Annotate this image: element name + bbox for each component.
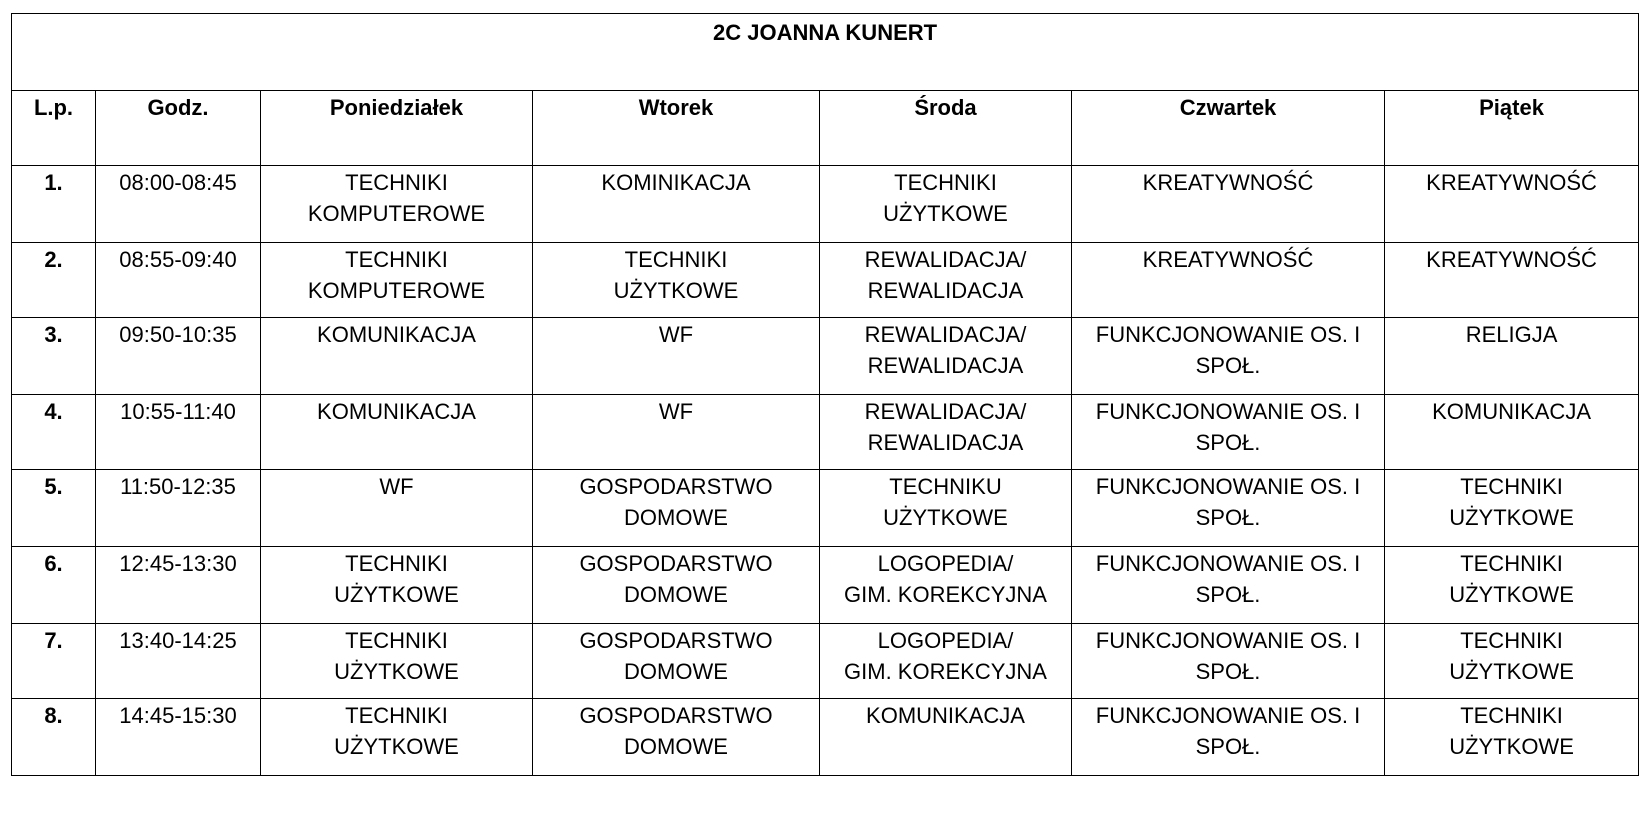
subject-line: REWALIDACJA/ — [864, 399, 1027, 424]
subject-line: UŻYTKOWE — [883, 201, 1008, 226]
lesson-cell-monday — [261, 166, 533, 243]
lesson-number: 1. — [12, 166, 96, 243]
subject-line: DOMOWE — [624, 734, 728, 759]
subject-line: KOMUNIKACJA — [317, 399, 476, 424]
lesson-time: 10:55-11:40 — [96, 395, 261, 470]
header-row — [12, 91, 1639, 166]
lesson-cell-wednesday — [820, 166, 1072, 243]
subject-line: SPOŁ. — [1195, 353, 1261, 378]
lesson-number: 2. — [12, 243, 96, 318]
subject-line: TECHNIKI — [345, 703, 448, 728]
header-thursday: Czwartek — [1072, 91, 1385, 166]
subject-line: FUNKCJONOWANIE OS. I — [1095, 551, 1361, 576]
subject-line: GIM. KOREKCYJNA — [844, 582, 1047, 607]
subject-line: WF — [379, 474, 414, 499]
lesson-time: 12:45-13:30 — [96, 547, 261, 624]
lesson-cell-monday — [261, 243, 533, 318]
subject-line: TECHNIKI — [894, 170, 997, 195]
lesson-cell-friday — [1385, 243, 1639, 318]
subject-line: UŻYTKOWE — [883, 505, 1008, 530]
subject-line: SPOŁ. — [1195, 430, 1261, 455]
subject-line: REWALIDACJA/ — [864, 322, 1027, 347]
subject-line: KOMPUTEROWE — [307, 201, 486, 226]
subject-line: KOMINIKACJA — [601, 170, 751, 195]
subject-line: RELIGJA — [1465, 322, 1558, 347]
subject-line: REWALIDACJA — [867, 278, 1024, 303]
lesson-cell-tuesday — [533, 470, 820, 547]
subject-line: REWALIDACJA — [867, 430, 1024, 455]
subject-line: GOSPODARSTWO — [579, 551, 773, 576]
lesson-cell-tuesday — [533, 547, 820, 624]
lesson-cell-tuesday — [533, 243, 820, 318]
lesson-number: 7. — [12, 624, 96, 699]
lesson-time: 09:50-10:35 — [96, 318, 261, 395]
subject-line: SPOŁ. — [1195, 734, 1261, 759]
subject-line: TECHNIKI — [345, 170, 448, 195]
subject-line: UŻYTKOWE — [1449, 659, 1574, 684]
header-tuesday: Wtorek — [533, 91, 820, 166]
subject-line: FUNKCJONOWANIE OS. I — [1095, 399, 1361, 424]
subject-line: TECHNIKU — [889, 474, 1002, 499]
table-row — [12, 470, 1639, 547]
lesson-cell-monday — [261, 624, 533, 699]
subject-line: SPOŁ. — [1195, 505, 1261, 530]
subject-line: REWALIDACJA/ — [864, 247, 1027, 272]
header-godz: Godz. — [96, 91, 261, 166]
subject-line: LOGOPEDIA/ — [877, 628, 1014, 653]
subject-line: TECHNIKI — [345, 247, 448, 272]
subject-line: KREATYWNOŚĆ — [1142, 247, 1314, 272]
lesson-cell-tuesday — [533, 699, 820, 776]
subject-line: GOSPODARSTWO — [579, 474, 773, 499]
header-wednesday: Środa — [820, 91, 1072, 166]
lesson-time: 08:00-08:45 — [96, 166, 261, 243]
lesson-cell-friday — [1385, 318, 1639, 395]
subject-line: UŻYTKOWE — [1449, 582, 1574, 607]
subject-line: TECHNIKI — [345, 551, 448, 576]
subject-line: GOSPODARSTWO — [579, 628, 773, 653]
table-row — [12, 243, 1639, 318]
lesson-cell-wednesday — [820, 624, 1072, 699]
lesson-cell-tuesday — [533, 624, 820, 699]
subject-line: FUNKCJONOWANIE OS. I — [1095, 628, 1361, 653]
lesson-cell-wednesday — [820, 547, 1072, 624]
lesson-cell-thursday — [1072, 243, 1385, 318]
subject-line: WF — [658, 322, 694, 347]
lesson-cell-monday — [261, 547, 533, 624]
lesson-cell-wednesday — [820, 470, 1072, 547]
table-row — [12, 699, 1639, 776]
lesson-cell-wednesday — [820, 699, 1072, 776]
subject-line: DOMOWE — [624, 505, 728, 530]
lesson-cell-friday — [1385, 470, 1639, 547]
subject-line: REWALIDACJA — [867, 353, 1024, 378]
lesson-cell-monday — [261, 699, 533, 776]
lesson-cell-wednesday — [820, 395, 1072, 470]
lesson-cell-tuesday — [533, 395, 820, 470]
subject-line: UŻYTKOWE — [334, 582, 459, 607]
subject-line: FUNKCJONOWANIE OS. I — [1095, 703, 1361, 728]
lesson-cell-tuesday — [533, 318, 820, 395]
table-row — [12, 318, 1639, 395]
subject-line: UŻYTKOWE — [334, 734, 459, 759]
subject-line: SPOŁ. — [1195, 582, 1261, 607]
subject-line: FUNKCJONOWANIE OS. I — [1095, 474, 1361, 499]
lesson-cell-monday — [261, 318, 533, 395]
subject-line: KREATYWNOŚĆ — [1426, 247, 1597, 272]
lesson-cell-thursday — [1072, 699, 1385, 776]
lesson-cell-friday — [1385, 547, 1639, 624]
subject-line: KOMUNIKACJA — [317, 322, 476, 347]
subject-line: FUNKCJONOWANIE OS. I — [1095, 322, 1361, 347]
lesson-time: 08:55-09:40 — [96, 243, 261, 318]
table-row — [12, 624, 1639, 699]
subject-line: SPOŁ. — [1195, 659, 1261, 684]
subject-line: TECHNIKI — [345, 628, 448, 653]
lesson-cell-friday — [1385, 624, 1639, 699]
table-row — [12, 547, 1639, 624]
lesson-time: 13:40-14:25 — [96, 624, 261, 699]
table-row — [12, 395, 1639, 470]
subject-line: WF — [658, 399, 694, 424]
page-title: 2C JOANNA KUNERT — [12, 14, 1639, 91]
subject-line: KREATYWNOŚĆ — [1426, 170, 1597, 195]
lesson-number: 4. — [12, 395, 96, 470]
subject-line: KREATYWNOŚĆ — [1142, 170, 1314, 195]
subject-line: UŻYTKOWE — [334, 659, 459, 684]
timetable-body — [12, 166, 1639, 776]
lesson-cell-monday — [261, 470, 533, 547]
subject-line: GOSPODARSTWO — [579, 703, 773, 728]
lesson-cell-friday — [1385, 166, 1639, 243]
lesson-cell-friday — [1385, 699, 1639, 776]
subject-line: TECHNIKI — [1460, 474, 1563, 499]
subject-line: UŻYTKOWE — [1449, 734, 1574, 759]
lesson-cell-monday — [261, 395, 533, 470]
table-row — [12, 166, 1639, 243]
subject-line: UŻYTKOWE — [1449, 505, 1574, 530]
lesson-cell-thursday — [1072, 395, 1385, 470]
subject-line: UŻYTKOWE — [613, 278, 739, 303]
subject-line: LOGOPEDIA/ — [877, 551, 1014, 576]
lesson-cell-friday — [1385, 395, 1639, 470]
header-friday: Piątek — [1385, 91, 1639, 166]
subject-line: KOMUNIKACJA — [866, 703, 1025, 728]
lesson-time: 14:45-15:30 — [96, 699, 261, 776]
header-monday: Poniedziałek — [261, 91, 533, 166]
lesson-number: 5. — [12, 470, 96, 547]
subject-line: DOMOWE — [624, 659, 728, 684]
lesson-cell-thursday — [1072, 624, 1385, 699]
subject-line: TECHNIKI — [624, 247, 728, 272]
lesson-cell-thursday — [1072, 166, 1385, 243]
subject-line: DOMOWE — [624, 582, 728, 607]
lesson-cell-thursday — [1072, 547, 1385, 624]
lesson-number: 8. — [12, 699, 96, 776]
subject-line: KOMPUTEROWE — [307, 278, 486, 303]
timetable — [11, 13, 1639, 776]
subject-line: GIM. KOREKCYJNA — [844, 659, 1047, 684]
header-lp: L.p. — [12, 91, 96, 166]
lesson-cell-wednesday — [820, 318, 1072, 395]
lesson-cell-thursday — [1072, 318, 1385, 395]
subject-line: KOMUNIKACJA — [1432, 399, 1591, 424]
lesson-cell-wednesday — [820, 243, 1072, 318]
subject-line: TECHNIKI — [1460, 703, 1563, 728]
subject-line: TECHNIKI — [1460, 551, 1563, 576]
lesson-number: 3. — [12, 318, 96, 395]
lesson-time: 11:50-12:35 — [96, 470, 261, 547]
lesson-number: 6. — [12, 547, 96, 624]
lesson-cell-thursday — [1072, 470, 1385, 547]
lesson-cell-tuesday — [533, 166, 820, 243]
subject-line: TECHNIKI — [1460, 628, 1563, 653]
